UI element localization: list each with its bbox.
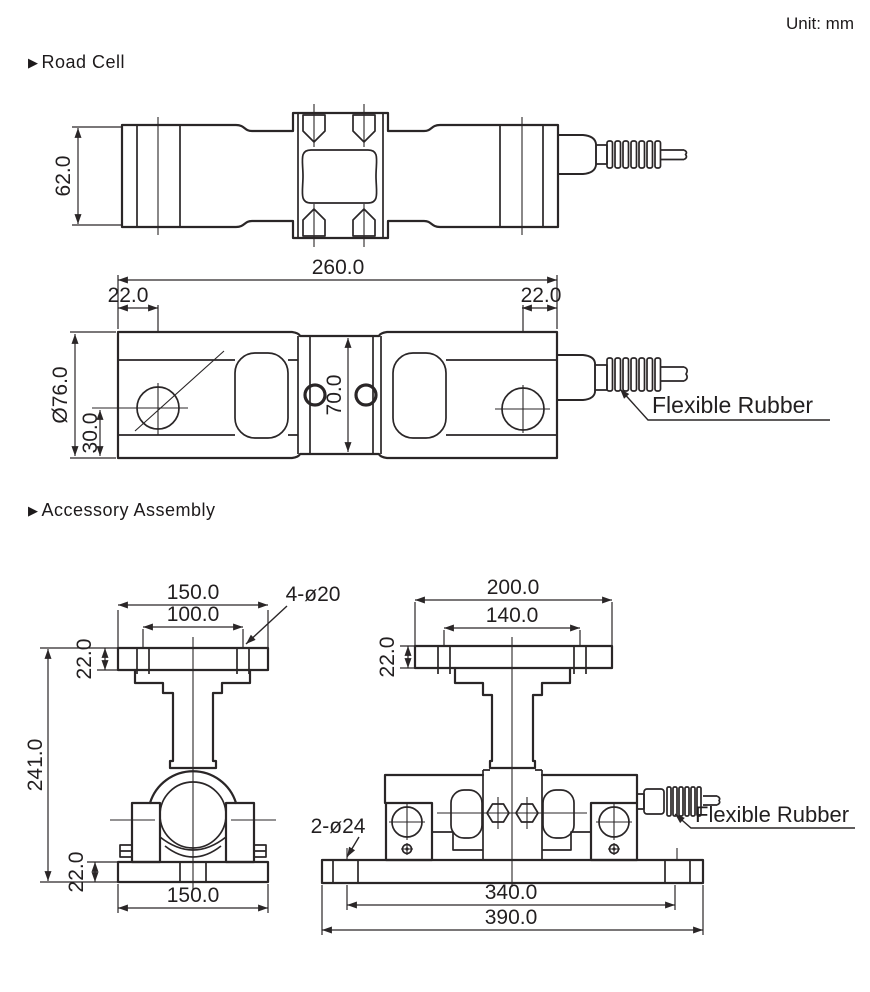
callout-text-4-d20: 4-ø20: [285, 583, 341, 606]
load-cell-top-view-drawing: [40, 95, 720, 250]
dim-text-70: 70.0: [323, 374, 346, 416]
dim-text-150-base: 150.0: [166, 884, 220, 907]
flexible-rubber-label: Flexible Rubber: [652, 392, 814, 418]
dim-assembly-right: [311, 576, 703, 935]
dim-text-22-right: 22.0: [520, 284, 562, 307]
dim-top-view-height: [52, 127, 122, 225]
section-title-text: Accessory Assembly: [41, 500, 216, 520]
dim-text-390: 390.0: [484, 906, 538, 929]
callout-text-2-d24: 2-ø24: [310, 815, 366, 838]
top-view-cable-gland: [558, 135, 686, 174]
dim-text-22-base: 22.0: [65, 851, 88, 893]
section-arrow-icon: ▶: [28, 55, 39, 70]
dim-text-241: 241.0: [24, 738, 47, 792]
dim-front-view-dimensions: [49, 256, 561, 458]
dim-text-22-flange: 22.0: [73, 638, 96, 680]
top-view-body-outline: [122, 113, 558, 238]
assembly-right-view-drawing: [295, 575, 870, 940]
dim-text-340: 340.0: [484, 881, 538, 904]
section-title-road-cell: [28, 52, 125, 73]
section-title-text: Road Cell: [41, 52, 126, 72]
dim-text-22-left: 22.0: [107, 284, 149, 307]
flexible-rubber-label-2: Flexible Rubber: [695, 802, 850, 827]
load-cell-front-view-drawing: [40, 255, 850, 480]
dim-text-30: 30.0: [79, 412, 102, 454]
dim-text-150-top: 150.0: [166, 581, 220, 604]
section-title-accessory-assembly: [28, 500, 216, 521]
dim-text-260: 260.0: [311, 256, 365, 279]
dim-assembly-left: [24, 581, 340, 913]
dim-text-62: 62.0: [52, 155, 75, 197]
flexible-rubber-callout-2: [675, 802, 855, 828]
dim-text-100: 100.0: [166, 603, 220, 626]
unit-label: Unit: mm: [786, 14, 854, 33]
section-arrow-icon: ▶: [28, 503, 39, 518]
dim-text-dia76: Ø76.0: [49, 366, 72, 424]
dim-text-200: 200.0: [486, 576, 540, 599]
flexible-rubber-callout: [620, 389, 830, 420]
dim-text-140: 140.0: [485, 604, 539, 627]
dim-text-22-flange-right: 22.0: [376, 636, 399, 678]
